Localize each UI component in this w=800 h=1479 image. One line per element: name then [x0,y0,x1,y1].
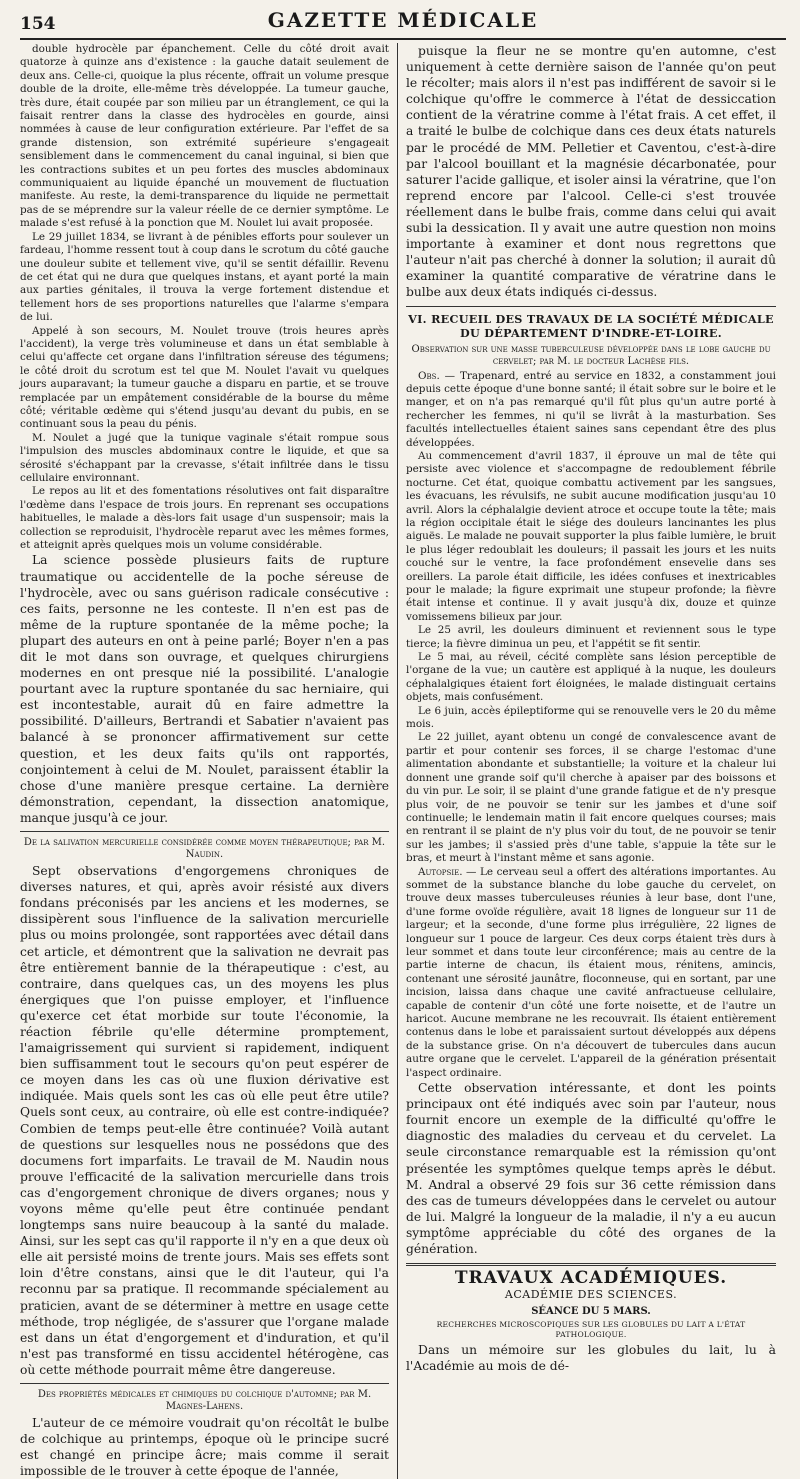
paragraph [406,866,776,1081]
paragraph: Le 5 mai, au réveil, cécité complète sans lésion perceptible de l'organe de la vue; un cautère est appliqué à la nuque, les douleurs céphalalgiques étaient fort éloignées, le malade distinguait certains objets, mais confusément. [406,651,776,704]
left-column [20,43,398,1479]
section-heading: VI. RECUEIL DES TRAVAUX DE LA SOCIÉTÉ MÉDICALE DU DÉPARTEMENT D'INDRE-ET-LOIRE. [408,311,774,340]
paragraph: L'auteur de ce mémoire voudrait qu'on récoltât le bulbe de colchique au printemps, époque où le principe sucré est changé en principe âcre; mais comme il serait impossible de le trouver à cette époque de l'année, [20,1416,389,1479]
autopsy-label: Autopsie. [418,865,463,878]
paragraph: Le 22 juillet, ayant obtenu un congé de convalescence avant de partir et pour contenir ses forces, il se charge l'estomac d'une alimentation abondante et substantielle; la voiture et la chaleur lui donnent une grande soif qu'il cherche à apaiser par des boissons et du vin pur. Le soir, il se plaint d'une grande fatigue et de n'y presque plus voir, de ne pouvoir se tenir sur les jambes et d'une soif continuelle; le lendemain matin il fait encore quelques courses; mais en rentrant il se plaint de n'y plus voir du tout, de ne pouvoir se tenir sur les jambes; il s'assied près d'une table, s'appuie la tête sur le bras, et meurt à l'instant même et sans agonie. [406,731,776,865]
right-column [398,43,776,1479]
paragraph: puisque la fleur ne se montre qu'en automne, c'est uniquement à cette dernière saison de l'année qu'on peut le récolter; mais alors il n'est pas indifférent de savoir si le colchique qu'offre le commerce à l'état de dessiccation contient de la vératrine comme à l'état frais. A cet effet, il a traité le bulbe de colchique dans ces deux états naturels par le procédé de MM. Pelletier et Caventou, c'est-à-dire par l'alcool bouillant et la magnésie décarbonatée, pour saturer l'acide gallique, et isoler ainsi la vératrine, que l'on reprend encore par l'alcool. Celle-ci s'est trouvée réellement dans le bulbe frais, comme dans celui qui avait subi la dessication. Il y avait une autre question non moins importante à examiner et dont nous regrettons que l'auteur n'ait pas cherché à donner la solution; il aurait dû examiner la quantité comparative de vératrine dans le bulbe aux deux états indiqués ci-dessus. [406,44,776,300]
subsection-heading: ACADÉMIE DES SCIENCES. [504,1288,678,1302]
divider [20,1383,389,1384]
paragraph: La science possède plusieurs faits de rupture traumatique ou accidentelle de la poche séreuse de l'hydrocèle, avec ou sans guérison radicale consécutive : ces faits, personne ne les conteste. Il n'en est pas de même de la rupture spontanée de la même poche; la plupart des auteurs en ont à peine parlé; Boyer n'en a pas dit le mot dans son ouvrage, et quelques chirurgiens modernes en ont presque nié la possibilité. L'analogie pourtant avec la rupture spontanée du sac herniaire, qui est incontestable, aurait dû en faire admettre la possibilité. D'ailleurs, Bertrandi et Sabatier n'avaient pas balancé à se prononcer affirmativement sur cette question, et les deux faits qu'ils ont rapportés, conjointement à celui de M. Noulet, paraissent établir la chose d'une manière presque certaine. La dernière démonstration, cependant, la dissection anatomique, manque jusqu'à ce jour. [20,553,389,825]
divider [20,831,389,832]
article-title: Observation sur une masse tuberculeuse développée dans le lobe gauche du cervelet; par M. le docteur Lachèse fils. [411,343,771,367]
paragraph: Dans un mémoire sur les globules du lait, lu à l'Académie au mois de dé- [406,1343,776,1374]
columns [20,43,786,1479]
masthead [20,8,786,40]
session-heading: SÉANCE DU 5 MARS. [531,1305,651,1317]
paragraph: Le 25 avril, les douleurs diminuent et reviennent sous le type tierce; la fièvre diminua un peu, et l'appétit se fit sentir. [406,624,776,650]
article-title: Des propriétés médicales et chimiques du colchique d'automne; par M. Magnes-Lahens. [37,1389,372,1413]
journal-title: GAZETTE MÉDICALE [267,8,539,32]
paragraph: Sept observations d'engorgemens chroniques de diverses natures, et qui, après avoir résisté aux divers fondans préconisés par les anciens et les modernes, se dissipèrent sous l'influence de la salivation mercurielle plus ou moins prolongée, sont rapportées avec détail dans cet article, et démontrent que la salivation ne devrait pas être entièrement bannie de la thérapeutique : c'est, au contraire, dans quelques cas, un des moyens les plus énergiques que l'on puisse employer, et l'influence qu'exerce cet état morbide sur toute l'économie, la réaction fébrile qu'elle détermine promptement, l'amaigrissement qui survient si rapidement, indiquent bien suffisamment tout le secours qu'on peut espérer de ce moyen dans les cas où une fluxion dérivative est indiquée. Mais quels sont les cas où elle peut être utile? Quels sont ceux, au contraire, où elle est contre-indiquée? Combien de temps peut-elle être continuée? Voilà autant de questions sur lesquelles nous ne possédons que des documens fort imparfaits. Le travail de M. Naudin nous prouve l'efficacité de la salivation mercurielle dans trois cas d'engorgement chronique de divers organes; nous y voyons même qu'elle peut être continuée pendant longtemps sans nuire beaucoup à la santé du malade. Ainsi, sur les sept cas qu'il rapporte il n'y en a que deux où elle ait persisté moins de trente jours. Mais ses effets sont loin d'être constans, ainsi que le dit l'auteur, qui l'a reconnu par sa pratique. Il recommande spécialement au praticien, avant de se déterminer à mettre en usage cette méthode, trop négligée, de s'assurer que l'organe malade est dans un état d'engorgement et d'induration, et qu'il n'est pas transformé en tissu accidentel hétérogène, cas où cette méthode pourrait même être dangereuse. [20,864,389,1377]
article-title: De la salivation mercurielle considérée comme moyen thérapeutique; par M. Naudin. [23,837,386,861]
paragraph: Le 6 juin, accès épileptiforme qui se renouvelle vers le 20 du même mois. [406,704,776,731]
page-number: 154 [20,14,56,34]
paragraph: Appelé à son secours, M. Noulet trouve (trois heures après l'accident), la verge très volumineuse et dans un état semblable à celui qu'affecte cet organe dans l'infiltration séreuse des tégumens; le côté droit du scrotum est tel que M. Noulet l'avait vu quelques jours auparavant; la tumeur gauche a disparu en partie, et se trouve remplacée par un empâtement considérable de la bourse du même côté; véritable œdème qui s'étend jusqu'au devant du pubis, en se continuant sous la peau du pénis. [20,324,389,431]
paragraph-text: — Le cerveau seul a offert des altérations importantes. Au sommet de la substance blanche du lobe gauche du cervelet, on trouve deux masses tuberculeuses réunies à leur base, dont l'une, d'une forme ovoïde régulière, avait 18 lignes de longueur sur 11 de largeur; et la seconde, d'une forme plus irrégulière, 22 lignes de longueur sur 1 pouce de largeur. Ces deux corps étaient très durs à leur sommet et dans toute leur circonférence; mais au centre de la partie interne de chacun, ils étaient mous, rénitens, amincis, contenant une sérosité jaunâtre, floconneuse, qui en sortant, par une incision, laissa dans chaque une cavité anfractueuse cellulaire, capable de contenir d'un côté une forte noisette, et de l'autre un haricot. Aucune membrane ne les recouvrait. Ils étaient entièrement contenus dans le lobe et paraissaient surtout développés aux dépens de la substance grise. On n'a découvert de tubercules dans aucun autre organe que le cervelet. L'appareil de la génération présentait l'aspect ordinaire. [406,865,776,1079]
paragraph-text: — Trapenard, entré au service en 1832, a constamment joui depuis cette époque d'une bonne santé; il était sobre sur le boire et le manger, et on n'a pas remarqué qu'il fût plus qu'un autre porté à rechercher les femmes, ni qu'il se livrât à la masturbation. Ses facultés intellectuelles étaient saines sans cependant être des plus développées. [406,369,776,449]
obs-label: Obs. [418,369,440,382]
paragraph: double hydrocèle par épanchement. Celle du côté droit avait quatorze à quinze ans d'existence : la gauche datait seulement de deux ans. Celle-ci, quoique la plus récente, offrait un volume presque double de la droite, elle-même très développée. La tumeur gauche, très dure, était coupée par son milieu par un étranglement, ce qui la faisait rentrer dans la classe des hydrocèles en gourde, ainsi nommées à cause de leur configuration extérieure. Par l'effet de sa grande distension, son extrémité supérieure s'engageait sensiblement dans le commencement du canal inguinal, si bien que les contractions subites et un peu fortes des muscles abdominaux communiquaient au liquide épanché un mouvement de fluctuation manifeste. Au reste, la demi-transparence du liquide ne permettait pas de se méprendre sur la valeur réelle de ce dernier symptôme. Le malade s'est refusé à la ponction que M. Noulet lui avait proposée. [20,43,389,230]
paragraph: Au commencement d'avril 1837, il éprouve un mal de tête qui persiste avec violence et s'accompagne de redoublement fébrile nocturne. Cet état, quoique combattu activement par les sangsues, les évacuans, les révulsifs, ne subit aucune modification jusqu'au 10 avril. Alors la céphalalgie devient atroce et occupe toute la tête; mais la région occipitale était le siége des douleurs lancinantes les plus aiguës. Le malade ne pouvait supporter la plus faible lumière, le bruit le plus léger redoublait les douleurs; il passait les jours et les nuits couché sur le ventre, la face profondément ensevelie dans ses oreillers. La parole était difficile, les idées confuses et inextricables pour le malade; la figure exprimait une stupeur profonde; la fièvre était intense et continue. Il y avait jusqu'à dix, douze et quinze vomissemens bilieux par jour. [406,449,776,623]
paragraph: M. Noulet a jugé que la tunique vaginale s'était rompue sous l'impulsion des muscles abdominaux contre le liquide, et que sa sérosité s'échappant par la crevasse, s'était infiltrée dans le tissu cellulaire environnant. [20,431,389,484]
divider [406,1263,776,1266]
section-heading: TRAVAUX ACADÉMIQUES. [454,1268,728,1289]
paragraph [406,370,776,450]
paragraph: Cette observation intéressante, et dont les points principaux ont été indiqués avec soin par l'auteur, nous fournit encore un exemple de la difficulté qu'offre le diagnostic des maladies du cerveau et du cervelet. La seule circonstance remarquable est la rémission qu'ont présentée les symptômes quelque temps après le début. M. Andral a observé 29 fois sur 36 cette rémission dans des cas de tumeurs développées dans le cervelet ou autour de lui. Malgré la longueur de la maladie, il n'y a eu aucun symptôme appréciable du côté des organes de la génération. [406,1081,776,1256]
paragraph: Le 29 juillet 1834, se livrant à de pénibles efforts pour soulever un fardeau, l'homme ressent tout à coup dans le scrotum du côté gauche une douleur subite et tellement vive, qu'il se sentit défaillir. Revenu de cet état qui ne dura que quelques instans, et ayant porté la main aux parties génitales, il trouva la verge fortement distendue et tellement hors de ses proportions naturelles que l'alarme s'empara de lui. [20,230,389,324]
divider [406,306,776,307]
article-title: RECHERCHES MICROSCOPIQUES SUR LES GLOBULES DU LAIT A L'ÉTAT PATHOLOGIQUE. [436,1320,746,1340]
paragraph: Le repos au lit et des fomentations résolutives ont fait disparaître l'œdème dans l'espace de trois jours. En reprenant ses occupations habituelles, le malade a dès-lors fait usage d'un suspensoir; mais la collection se reproduisit, l'hydrocèle reparut avec les mêmes formes, et atteignit après quelques mois un volume considérable. [20,485,389,552]
